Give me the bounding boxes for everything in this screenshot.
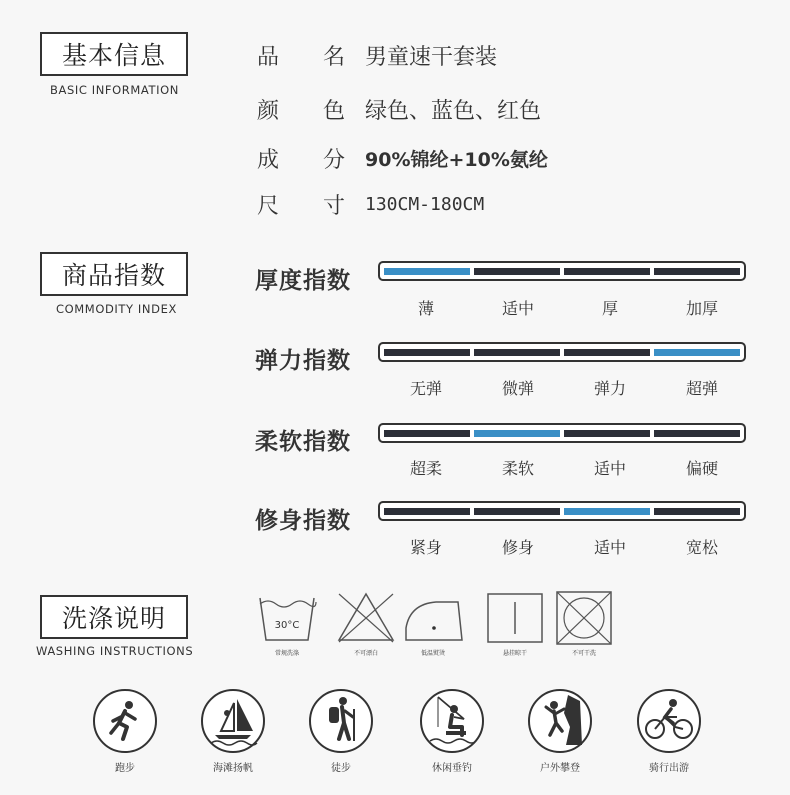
index-segment [564,430,650,437]
wash-caption: 悬挂晾干 [502,650,527,657]
index-tick: 偏硬 [685,459,718,478]
wash-item [256,590,318,660]
index-tick: 修身 [501,538,534,557]
index-tick: 超柔 [409,459,442,478]
activity-caption: 跑步 [115,763,135,774]
index-tick: 微弹 [501,379,534,398]
index-tick: 加厚 [685,299,718,318]
index-segment [474,508,560,515]
index-segment [384,349,470,356]
no-tumble-dry-icon [553,590,615,646]
index-bar-fit [378,501,746,521]
activity-caption: 海滩扬帆 [213,763,253,774]
info-label-a: 成 [257,148,280,173]
activity-item [524,687,596,774]
index-segment [384,508,470,515]
info-value-name: 男童速干套装 [365,45,498,70]
index-tick: 薄 [417,299,434,318]
info-label-b: 分 [322,148,345,173]
wash-caption: 低温熨烫 [420,650,445,657]
washing-subtitle: WASHING INSTRUCTIONS [36,644,194,658]
basic-info-subtitle: BASIC INFORMATION [50,83,179,97]
cycling-icon [635,687,703,755]
activity-item [89,687,161,774]
index-ticks-elasticity [380,376,748,399]
index-ticks-fit [380,535,748,558]
index-segment [564,508,650,515]
info-label-a: 品 [257,45,280,70]
hiking-icon [307,687,375,755]
wash-caption: 常规洗涤 [274,650,299,657]
index-ticks-softness [380,456,748,479]
index-tick: 柔软 [501,459,534,478]
low-iron-icon [402,590,464,646]
info-value-size: 130CM-180CM [365,194,485,215]
wash-item [335,590,397,660]
index-tick: 适中 [593,538,626,557]
index-ticks-thickness [380,296,748,319]
index-tick: 弹力 [593,379,626,398]
index-bar-softness [378,423,746,443]
index-label-softness: 柔软指数 [255,429,351,455]
climbing-icon [526,687,594,755]
info-value-color: 绿色、蓝色、红色 [365,99,542,124]
index-tick: 适中 [593,459,626,478]
activity-item [197,687,269,774]
info-row-material [257,143,548,174]
wash-temp-text: 30°C [274,620,300,631]
index-bar-elasticity [378,342,746,362]
wash-item [484,590,546,660]
wash-caption: 不可漂白 [353,650,378,657]
info-row-size [257,189,484,220]
index-segment [474,268,560,275]
wash-caption: 不可干洗 [571,650,596,657]
index-segment [654,268,740,275]
index-segment [384,268,470,275]
info-label-a: 尺 [257,194,280,219]
info-row-color [257,94,541,125]
index-tick: 无弹 [409,379,442,398]
wash-item [553,590,615,660]
basic-info-title: 基本信息 [40,32,188,76]
activity-caption: 骑行出游 [649,763,689,774]
activity-caption: 户外攀登 [540,763,580,774]
index-tick: 宽松 [685,538,718,557]
index-segment [564,268,650,275]
index-segment [474,430,560,437]
fishing-icon [418,687,486,755]
no-bleach-icon [335,590,397,646]
index-segment [654,508,740,515]
running-icon [91,687,159,755]
index-segment [384,430,470,437]
index-label-fit: 修身指数 [255,508,351,534]
info-label-b: 名 [322,45,345,70]
info-label-a: 颜 [257,99,280,124]
activity-item [305,687,377,774]
info-label-b: 寸 [322,194,345,219]
activity-caption: 休闲垂钓 [432,763,472,774]
info-row-name [257,40,497,71]
index-bar-thickness [378,261,746,281]
activity-item [416,687,488,774]
index-segment [654,430,740,437]
activity-caption: 徒步 [331,763,351,774]
info-label-b: 色 [322,99,345,124]
wash-tub-30c-icon [256,590,318,646]
commodity-index-subtitle: COMMODITY INDEX [56,302,177,316]
wash-item [402,590,464,660]
index-tick: 超弹 [685,379,718,398]
sailing-icon [199,687,267,755]
commodity-index-title: 商品指数 [40,252,188,296]
index-segment [564,349,650,356]
index-tick: 厚 [601,299,618,318]
index-label-elasticity: 弹力指数 [255,348,351,374]
washing-title: 洗涤说明 [40,595,188,639]
info-value-material: 90%锦纶+10%氨纶 [365,149,548,171]
index-label-thickness: 厚度指数 [255,268,351,294]
activity-item [633,687,705,774]
hang-dry-icon [484,590,546,646]
index-tick: 紧身 [409,538,442,557]
index-segment [474,349,560,356]
index-tick: 适中 [501,299,534,318]
index-segment [654,349,740,356]
